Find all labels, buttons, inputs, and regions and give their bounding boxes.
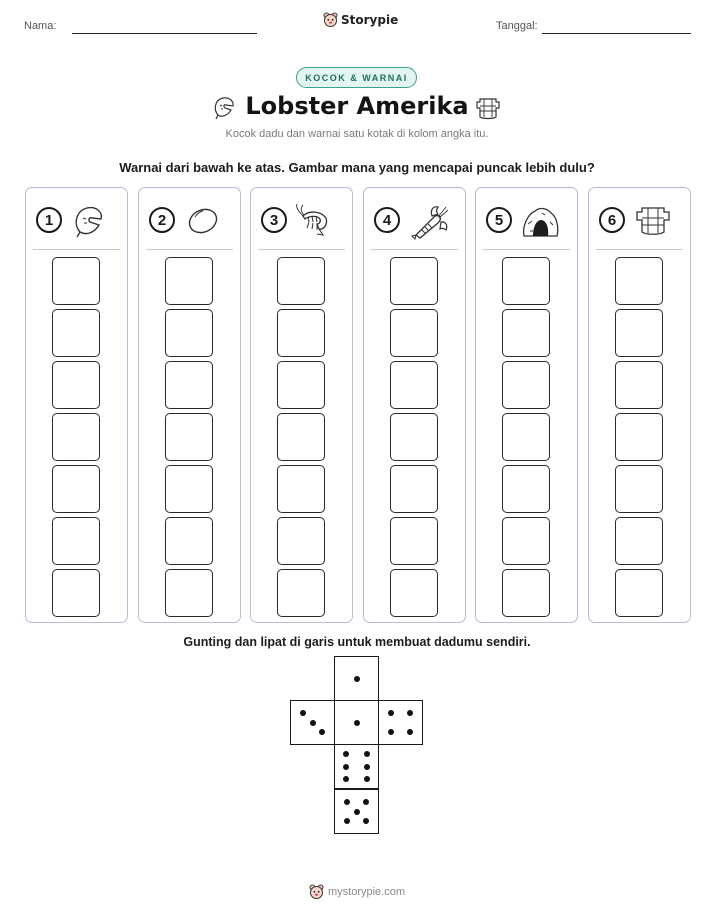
column-header: [261, 202, 343, 240]
dice-pip: [354, 720, 360, 726]
column-divider: [483, 249, 570, 250]
shell-armor-icon: [633, 202, 673, 240]
color-box[interactable]: [277, 361, 325, 409]
column-divider: [258, 249, 345, 250]
column-divider: [371, 249, 458, 250]
column-number: 4: [374, 207, 400, 233]
color-box[interactable]: [52, 361, 100, 409]
color-box[interactable]: [165, 257, 213, 305]
color-box[interactable]: [52, 569, 100, 617]
egg-icon: [183, 202, 223, 240]
color-box[interactable]: [52, 465, 100, 513]
color-box[interactable]: [502, 569, 550, 617]
dice-face-6: [334, 744, 379, 789]
color-box[interactable]: [390, 309, 438, 357]
name-line[interactable]: [72, 33, 257, 34]
color-box[interactable]: [502, 257, 550, 305]
color-box[interactable]: [390, 569, 438, 617]
dice-pip: [354, 676, 360, 682]
dice-instruction: Gunting dan lipat di garis untuk membuat dadumu sendiri.: [183, 635, 531, 649]
dice-face-4: [378, 700, 423, 745]
rock-cave-icon: [520, 202, 560, 240]
color-box[interactable]: [615, 413, 663, 461]
column-1: [25, 187, 128, 623]
color-box[interactable]: [502, 517, 550, 565]
date-label: Tanggal:: [496, 20, 538, 32]
footer-url[interactable]: mystorypie.com: [327, 886, 406, 898]
dice-pip: [407, 710, 413, 716]
column-divider: [33, 249, 120, 250]
color-box[interactable]: [502, 361, 550, 409]
color-box[interactable]: [277, 257, 325, 305]
color-box[interactable]: [502, 465, 550, 513]
dice-pip: [388, 729, 394, 735]
brand-logo: [323, 12, 398, 28]
coloring-instruction: Warnai dari bawah ke atas. Gambar mana yang mencapai puncak lebih dulu?: [119, 160, 595, 175]
dice-pip: [363, 799, 369, 805]
lobster-icon: [408, 202, 448, 240]
color-box[interactable]: [277, 465, 325, 513]
column-number: 6: [599, 207, 625, 233]
color-box[interactable]: [615, 465, 663, 513]
color-box[interactable]: [165, 413, 213, 461]
dice-face-1: [334, 656, 379, 701]
column-header: [486, 202, 568, 240]
color-box[interactable]: [52, 309, 100, 357]
column-divider: [146, 249, 233, 250]
dice-face-5: [334, 789, 379, 834]
color-box[interactable]: [615, 517, 663, 565]
dice-pip: [344, 818, 350, 824]
bear-mascot-icon: [323, 12, 338, 28]
column-header: [36, 202, 118, 240]
color-box[interactable]: [277, 517, 325, 565]
color-box[interactable]: [615, 569, 663, 617]
worksheet-header: [0, 0, 714, 50]
color-box[interactable]: [615, 257, 663, 305]
dice-face-3: [290, 700, 335, 745]
shell-armor-icon: [473, 93, 503, 123]
column-4: [363, 187, 466, 623]
color-box[interactable]: [165, 517, 213, 565]
column-5: [475, 187, 578, 623]
bear-mascot-icon: [309, 884, 324, 900]
color-box[interactable]: [390, 413, 438, 461]
dice-pip: [343, 764, 349, 770]
dice-pip: [343, 751, 349, 757]
column-header: [599, 202, 681, 240]
column-number: 1: [36, 207, 62, 233]
column-header: [149, 202, 231, 240]
page-subtitle: Kocok dadu dan warnai satu kotak di kolom angka itu.: [225, 128, 489, 140]
date-line[interactable]: [542, 33, 691, 34]
dice-face-1: [334, 700, 379, 745]
dice-pip: [407, 729, 413, 735]
color-box[interactable]: [390, 517, 438, 565]
activity-badge: KOCOK & WARNAI: [296, 67, 417, 88]
claw-icon: [70, 202, 110, 240]
dice-pip: [310, 720, 316, 726]
page-title: Lobster Amerika: [245, 92, 469, 120]
color-box[interactable]: [277, 309, 325, 357]
color-box[interactable]: [52, 413, 100, 461]
dice-pip: [363, 818, 369, 824]
color-box[interactable]: [277, 413, 325, 461]
color-box[interactable]: [390, 465, 438, 513]
brand-name: Storypie: [341, 13, 399, 27]
name-label: Nama:: [24, 20, 57, 32]
color-box[interactable]: [502, 413, 550, 461]
dice-pip: [364, 751, 370, 757]
footer: [0, 884, 714, 900]
column-header: [374, 202, 456, 240]
color-box[interactable]: [165, 361, 213, 409]
dice-pip: [319, 729, 325, 735]
color-box[interactable]: [52, 257, 100, 305]
color-box[interactable]: [390, 257, 438, 305]
column-number: 5: [486, 207, 512, 233]
color-box[interactable]: [390, 361, 438, 409]
column-2: [138, 187, 241, 623]
color-box[interactable]: [165, 465, 213, 513]
dice-pip: [344, 799, 350, 805]
shrimp-icon: [295, 202, 335, 240]
column-number: 3: [261, 207, 287, 233]
dice-pip: [364, 764, 370, 770]
color-box[interactable]: [502, 309, 550, 357]
color-box[interactable]: [615, 361, 663, 409]
dice-pip: [300, 710, 306, 716]
dice-pip: [388, 710, 394, 716]
column-number: 2: [149, 207, 175, 233]
column-3: [250, 187, 353, 623]
color-box[interactable]: [277, 569, 325, 617]
dice-pip: [343, 776, 349, 782]
color-box[interactable]: [165, 309, 213, 357]
color-box[interactable]: [615, 309, 663, 357]
color-box[interactable]: [165, 569, 213, 617]
column-6: [588, 187, 691, 623]
column-divider: [596, 249, 683, 250]
dice-pip: [364, 776, 370, 782]
color-box[interactable]: [52, 517, 100, 565]
dice-pip: [354, 809, 360, 815]
